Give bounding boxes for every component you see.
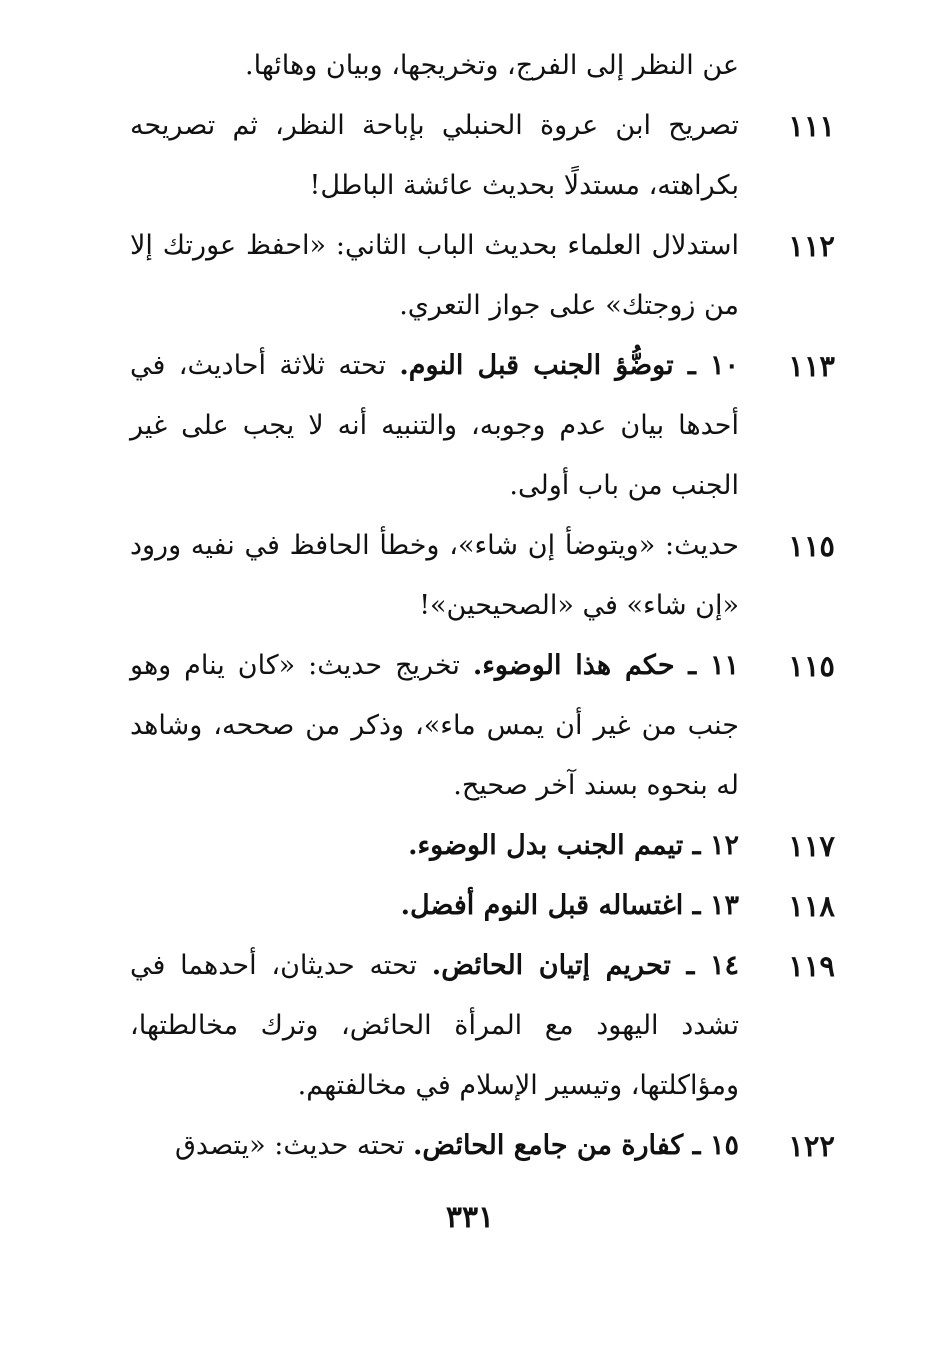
entry-text bbox=[130, 336, 739, 516]
entry-description: استدلال العلماء بحديث الباب الثاني: «احفظ عورتك إلا من زوجتك» على جواز التعري. bbox=[130, 230, 739, 321]
entry-page-number: ١٢٢ bbox=[788, 1129, 835, 1163]
index-entry bbox=[130, 816, 835, 876]
entry-description: عن النظر إلى الفرج، وتخريجها، وبيان وهائها. bbox=[245, 50, 739, 81]
entry-page-number: ١١٨ bbox=[788, 889, 835, 923]
index-entries bbox=[130, 36, 835, 1176]
index-entry bbox=[130, 516, 835, 636]
entry-heading: ١٠ ـ توضُّؤ الجنب قبل النوم. bbox=[399, 350, 740, 381]
index-entry bbox=[130, 216, 835, 336]
entry-text bbox=[130, 936, 739, 1116]
entry-heading: ١٤ ـ تحريم إتيان الحائض. bbox=[431, 950, 739, 981]
entry-text bbox=[130, 516, 739, 636]
entry-page-number: ١١٧ bbox=[788, 829, 835, 863]
entry-page-number: ١١١ bbox=[788, 109, 835, 143]
entry-description: تحته حديثان، أحدهما في تشدد اليهود مع المرأة الحائض، وترك مخالطتها، ومؤاكلتها، وتيسير الإسلام في مخالفتهم. bbox=[130, 950, 739, 1101]
entry-heading: ١٣ ـ اغتساله قبل النوم أفضل. bbox=[400, 890, 739, 921]
entry-description: تصريح ابن عروة الحنبلي بإباحة النظر، ثم تصريحه بكراهته، مستدلًا بحديث عائشة الباطل! bbox=[130, 110, 739, 201]
index-entry bbox=[130, 876, 835, 936]
entry-page-number: ١١٩ bbox=[788, 949, 835, 983]
entry-text bbox=[130, 816, 739, 876]
entry-page-number: ١١٣ bbox=[788, 349, 835, 383]
entry-text bbox=[130, 876, 739, 936]
entry-heading: ١٥ ـ كفارة من جامع الحائض. bbox=[413, 1130, 739, 1161]
entry-description: حديث: «ويتوضأ إن شاء»، وخطأ الحافظ في نفيه ورود «إن شاء» في «الصحيحين»! bbox=[130, 530, 739, 621]
index-entry bbox=[130, 1116, 835, 1176]
entry-heading: ١٢ ـ تيمم الجنب بدل الوضوء. bbox=[408, 830, 739, 861]
index-entry bbox=[130, 936, 835, 1116]
entry-description: تحته ثلاثة أحاديث، في أحدها بيان عدم وجوبه، والتنبيه أنه لا يجب على غير الجنب من باب أولى. bbox=[130, 350, 739, 501]
entry-text bbox=[130, 36, 739, 96]
index-entry bbox=[130, 36, 835, 96]
page-number: ٣٣١ bbox=[445, 1200, 495, 1235]
entry-text bbox=[130, 96, 739, 216]
index-entry bbox=[130, 336, 835, 516]
entry-text bbox=[130, 1116, 739, 1176]
entry-page-number: ١١٢ bbox=[788, 229, 835, 263]
index-entry bbox=[130, 96, 835, 216]
index-entry bbox=[130, 636, 835, 816]
entry-description: تخريج حديث: «كان ينام وهو جنب من غير أن يمس ماء»، وذكر من صححه، وشاهد له بنحوه بسند آخر صحيح. bbox=[130, 650, 739, 801]
entry-text bbox=[130, 636, 739, 816]
entry-text bbox=[130, 216, 739, 336]
entry-page-number: ١١٥ bbox=[788, 649, 835, 683]
entry-page-number: ١١٥ bbox=[788, 529, 835, 563]
entry-heading: ١١ ـ حكم هذا الوضوء. bbox=[472, 650, 739, 681]
entry-description: تحته حديث: «يتصدق bbox=[174, 1130, 413, 1161]
